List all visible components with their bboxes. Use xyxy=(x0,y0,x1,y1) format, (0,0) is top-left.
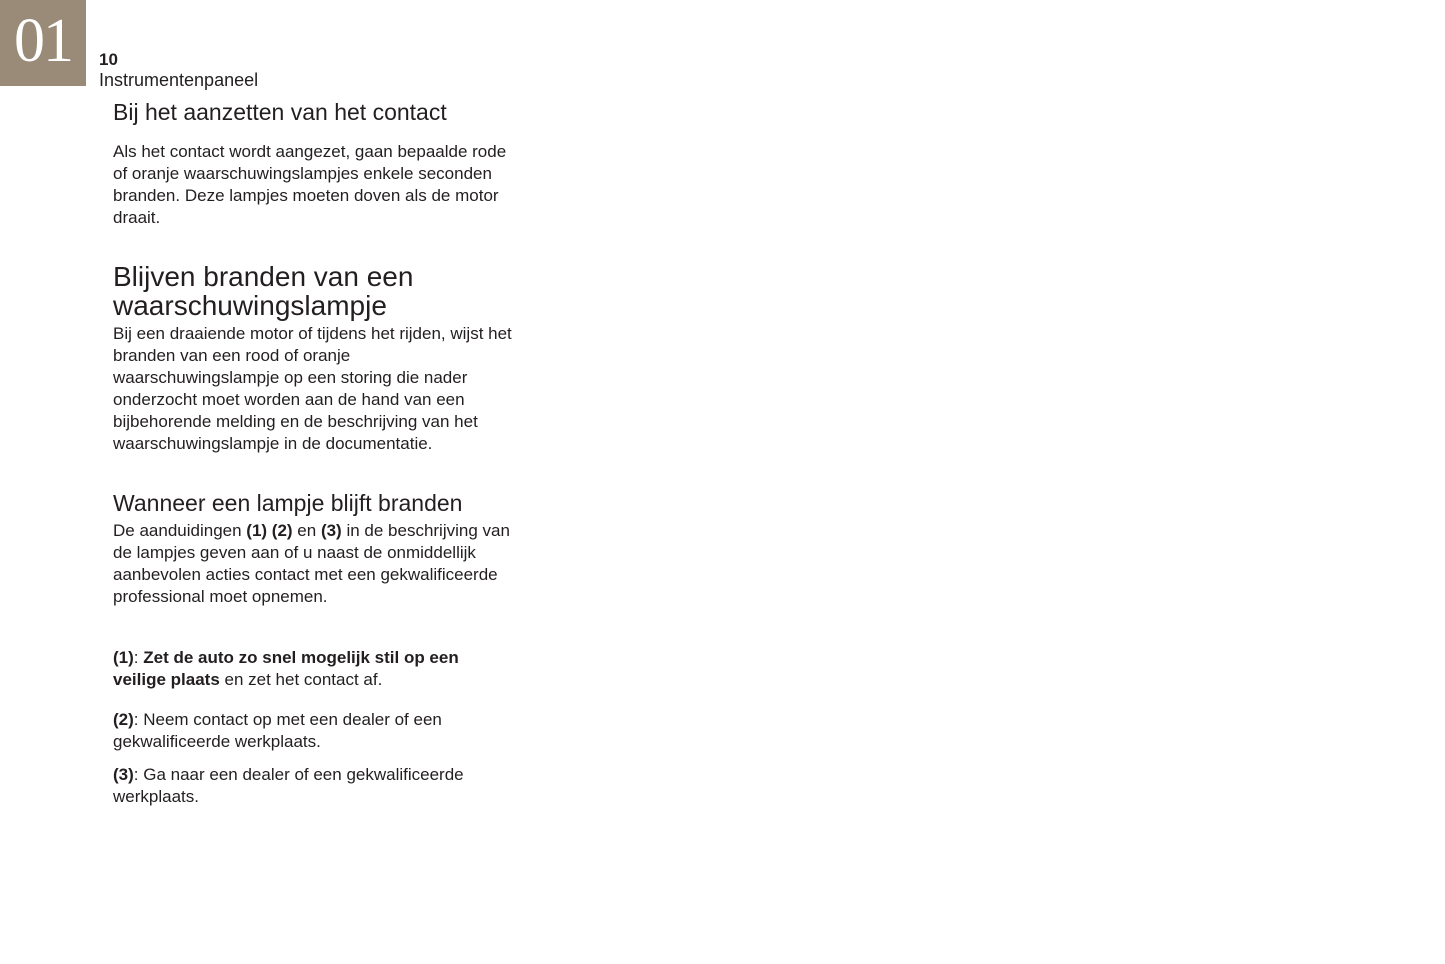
paragraph-stays-lit: Bij een draaiende motor of tijdens het rijden, wijst het branden van een rood of oranje waarschuwingslampje op een storing die nader onderzocht moet worden aan de hand van een bijbehorende melding en de beschrijving van het waarschuwingslampje in de documentatie. xyxy=(113,324,512,453)
action-item-2: (2): Neem contact op met een dealer of een gekwalificeerde werkplaats. xyxy=(113,710,442,751)
chapter-number: 01 xyxy=(14,7,72,75)
section-title: Instrumentenpaneel xyxy=(99,70,259,90)
action-item-3: (3): Ga naar een dealer of een gekwalificeerde werkplaats. xyxy=(113,765,464,806)
paragraph-ignition: Als het contact wordt aangezet, gaan bepaalde rode of oranje waarschuwingslampjes enkele seconden branden. Deze lampjes moeten doven als de motor draait. xyxy=(113,142,507,227)
action-item-1: (1): Zet de auto zo snel mogelijk stil op een veilige plaats en zet het contact af. xyxy=(113,648,459,689)
heading-when-lamp-stays-lit: Wanneer een lampje blijft branden xyxy=(113,490,463,516)
heading-ignition: Bij het aanzetten van het contact xyxy=(113,99,447,125)
marker-2: (2) xyxy=(271,521,293,540)
chapter-tab xyxy=(0,0,86,86)
marker-1: (1) xyxy=(246,521,268,540)
page-number: 10 xyxy=(99,50,118,69)
heading-stays-lit: Blijven branden van een waarschuwingslampje xyxy=(113,261,414,321)
page-content xyxy=(113,98,513,808)
paragraph-indications: De aanduidingen (1) (2) en (3) in de beschrijving van de lampjes geven aan of u naast de onmiddellijk aanbevolen acties contact met een gekwalificeerde professional moet opnemen. xyxy=(113,521,510,606)
marker-3: (3) xyxy=(320,521,342,540)
